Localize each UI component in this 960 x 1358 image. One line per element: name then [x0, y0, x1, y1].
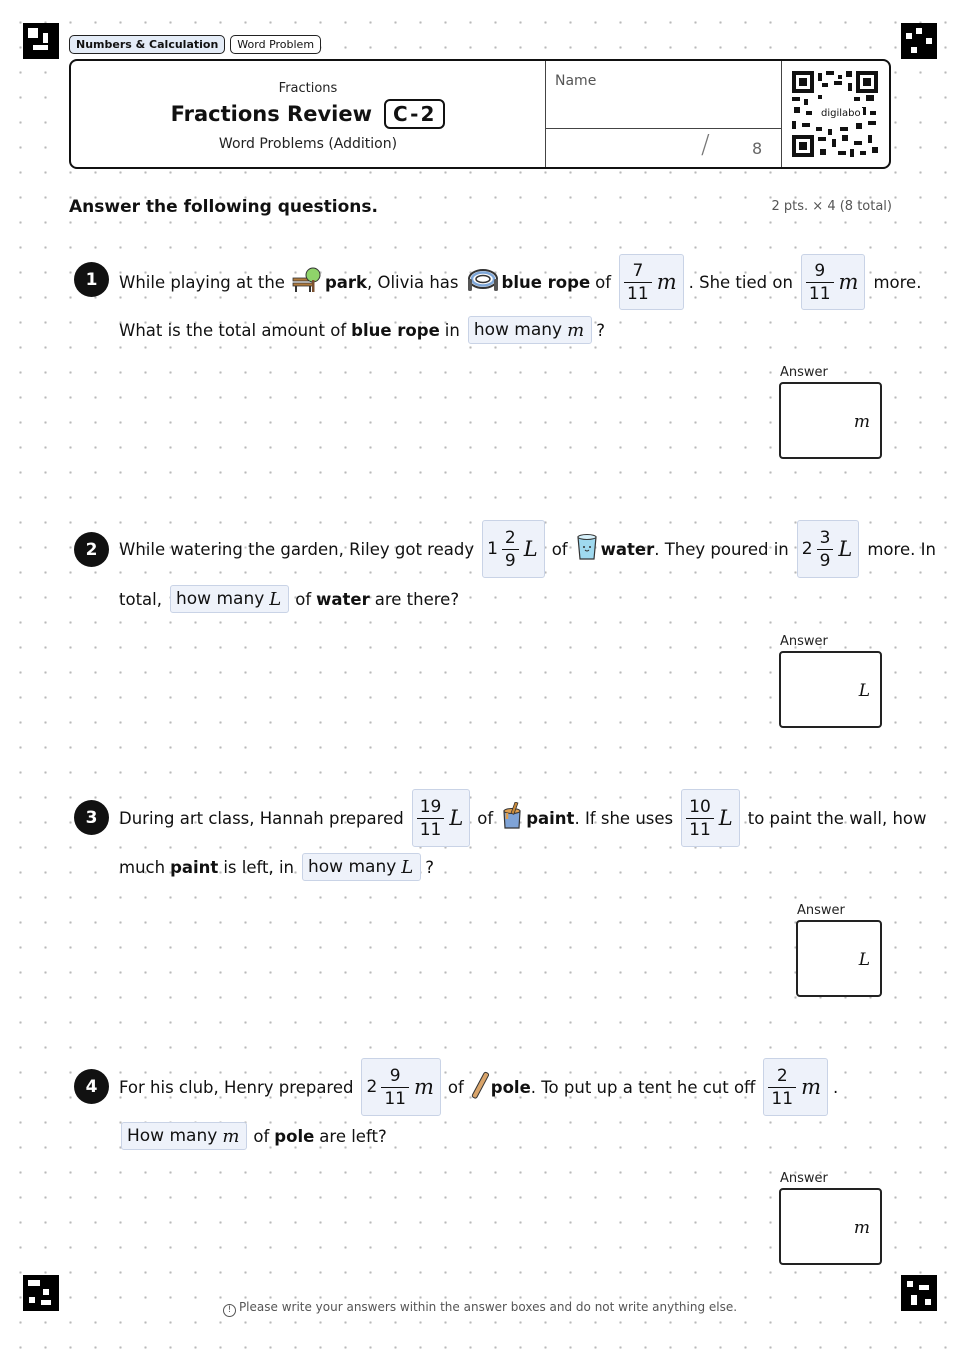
tag-word-problem: Word Problem	[230, 35, 321, 54]
how-many-box	[121, 1122, 247, 1150]
q1-text: While playing at the	[119, 272, 285, 292]
q3-text-2: . If she uses	[574, 808, 674, 828]
qr-label: digilabo	[821, 108, 861, 119]
answer-unit: L	[858, 950, 870, 970]
how-many-text: how many	[473, 320, 563, 340]
fraction	[502, 527, 519, 572]
numerator: 9	[389, 1065, 401, 1086]
qr-code	[781, 61, 890, 167]
whole-number: 1	[487, 539, 498, 559]
fraction-box	[797, 520, 860, 578]
question-3-line-2	[119, 853, 434, 881]
worksheet-title	[71, 99, 545, 129]
fraction-box	[361, 1058, 440, 1116]
q2-text-2: . They poured in	[654, 539, 789, 559]
info-icon: !	[223, 1304, 236, 1317]
fraction	[686, 796, 714, 841]
how-many-text: How many	[127, 1126, 218, 1146]
score-slash: /	[701, 130, 710, 160]
q3-paint-2: paint	[170, 857, 219, 877]
fraction	[806, 260, 834, 305]
fraction	[417, 796, 445, 841]
subject-label: Fractions	[278, 81, 338, 96]
denominator: 11	[806, 282, 834, 305]
worksheet-header	[69, 59, 891, 169]
unit: L	[838, 537, 853, 561]
q4-of: of	[447, 1077, 464, 1097]
unit: m	[801, 1075, 821, 1099]
q2-text-3: more. In	[867, 539, 936, 559]
score-total: 8	[752, 139, 763, 158]
answer-unit: m	[853, 412, 870, 432]
whole-number: 2	[366, 1077, 378, 1097]
denominator: 11	[417, 818, 445, 841]
numerator: 2	[776, 1065, 788, 1086]
footer-text: Please write your answers within the answer boxes and do not write anything else.	[238, 1300, 738, 1314]
numerator: 9	[814, 260, 826, 281]
denominator: 11	[624, 282, 652, 305]
q3-of: of	[477, 808, 494, 828]
q4-of-2: of	[253, 1126, 270, 1146]
q2-total: total,	[119, 589, 162, 609]
q1-blue-rope: blue rope	[501, 272, 591, 292]
q2-water: water	[600, 539, 655, 559]
answer-label-3: Answer	[797, 903, 845, 918]
question-2-line-1	[119, 520, 936, 578]
fraction-box	[619, 254, 684, 310]
q3-paint: paint	[526, 808, 575, 828]
question-number-3: 3	[74, 800, 109, 835]
unit: m	[222, 1125, 240, 1147]
how-many-text: how many	[175, 589, 265, 609]
q2-water-2: water	[316, 589, 370, 609]
q3-text-3: to paint the wall, how	[747, 808, 927, 828]
answer-box-3[interactable]	[796, 920, 882, 997]
q1-text-3: . She tied on	[688, 272, 793, 292]
fraction-box	[482, 520, 545, 578]
numerator: 19	[419, 796, 442, 817]
denominator: 11	[686, 818, 714, 841]
fraction	[381, 1065, 409, 1110]
denominator: 11	[381, 1087, 409, 1110]
worksheet-subtitle: Word Problems (Addition)	[218, 136, 398, 152]
q1-blue-rope-2: blue rope	[351, 320, 440, 340]
q3-question-mark: ?	[425, 857, 435, 877]
question-4-line-1	[119, 1058, 838, 1116]
q3-text: During art class, Hannah prepared	[119, 808, 404, 828]
answer-box-2[interactable]	[779, 651, 882, 728]
unit: m	[567, 319, 585, 341]
unit: L	[718, 806, 733, 830]
q4-pole: pole	[490, 1077, 531, 1097]
answer-unit: L	[858, 681, 870, 701]
question-1-line-2	[119, 316, 605, 344]
unit: L	[401, 856, 414, 878]
answer-label-4: Answer	[780, 1171, 828, 1186]
question-number-1: 1	[74, 262, 109, 297]
q1-of: of	[595, 272, 612, 292]
category-tags	[69, 35, 321, 54]
answer-label-1: Answer	[780, 365, 828, 380]
unit: L	[523, 537, 538, 561]
corner-marker-top-left	[23, 23, 59, 59]
q1-question-mark: ?	[596, 320, 605, 340]
fraction-box	[681, 789, 740, 847]
denominator: 9	[502, 549, 519, 572]
fraction-box	[801, 254, 866, 310]
unit: m	[838, 270, 859, 294]
q4-period: .	[832, 1077, 839, 1097]
q2-text-4: are there?	[374, 589, 460, 609]
name-label: Name	[555, 73, 597, 89]
question-3-line-1	[119, 789, 927, 847]
whole-number: 2	[801, 539, 813, 559]
question-4-line-2	[119, 1122, 387, 1150]
q1-text-2: , Olivia has	[367, 272, 459, 292]
worksheet-code: C-2	[384, 99, 445, 129]
unit: L	[269, 588, 282, 610]
corner-marker-top-right	[901, 23, 937, 59]
water-icon	[575, 533, 599, 565]
answer-unit: m	[853, 1218, 870, 1238]
q3-text-4: is left, in	[223, 857, 294, 877]
fraction-box	[763, 1058, 828, 1116]
answer-box-4[interactable]	[779, 1188, 882, 1265]
q4-pole-2: pole	[274, 1126, 315, 1146]
q4-text-2: . To put up a tent he cut off	[530, 1077, 756, 1097]
q2-of-2: of	[295, 589, 312, 609]
title-text: Fractions Review	[170, 102, 372, 126]
title-block	[71, 61, 546, 167]
how-many-box	[468, 316, 592, 344]
question-number-4: 4	[74, 1069, 109, 1104]
q2-of: of	[551, 539, 568, 559]
unit: m	[656, 270, 677, 294]
instructions: Answer the following questions.	[69, 197, 378, 217]
tag-numbers-calculation: Numbers & Calculation	[69, 35, 225, 54]
park-icon	[291, 266, 323, 298]
q1-text-4: more.	[873, 272, 922, 292]
numerator: 3	[819, 527, 831, 548]
footer-note	[0, 1300, 960, 1317]
denominator: 11	[768, 1087, 796, 1110]
paint-icon	[500, 802, 524, 834]
question-1-line-1	[119, 254, 921, 310]
q1-text-5: What is the total amount of	[119, 320, 347, 340]
score-field[interactable]	[545, 128, 781, 167]
fraction	[624, 260, 652, 305]
q4-text-3: are left?	[319, 1126, 387, 1146]
how-many-text: how many	[308, 857, 397, 877]
rope-icon	[466, 267, 500, 297]
numerator: 2	[504, 527, 516, 548]
numerator: 7	[632, 260, 644, 281]
q3-much: much	[119, 857, 166, 877]
unit: L	[449, 806, 464, 830]
q1-park: park	[324, 272, 367, 292]
fraction-box	[412, 789, 471, 847]
question-2-line-2	[119, 585, 459, 613]
how-many-box	[302, 853, 421, 881]
pole-icon	[471, 1071, 489, 1103]
question-number-2: 2	[74, 532, 109, 567]
answer-label-2: Answer	[780, 634, 828, 649]
numerator: 10	[689, 796, 711, 817]
fraction	[817, 527, 834, 572]
name-field[interactable]	[545, 61, 781, 129]
answer-box-1[interactable]	[779, 382, 882, 459]
points-info: 2 pts. × 4 (8 total)	[771, 199, 892, 214]
denominator: 9	[817, 549, 834, 572]
q2-text: While watering the garden, Riley got ready	[119, 539, 475, 559]
q4-text: For his club, Henry prepared	[119, 1077, 354, 1097]
q1-in: in	[444, 320, 460, 340]
unit: m	[413, 1075, 434, 1099]
fraction	[768, 1065, 796, 1110]
how-many-box	[170, 585, 289, 613]
